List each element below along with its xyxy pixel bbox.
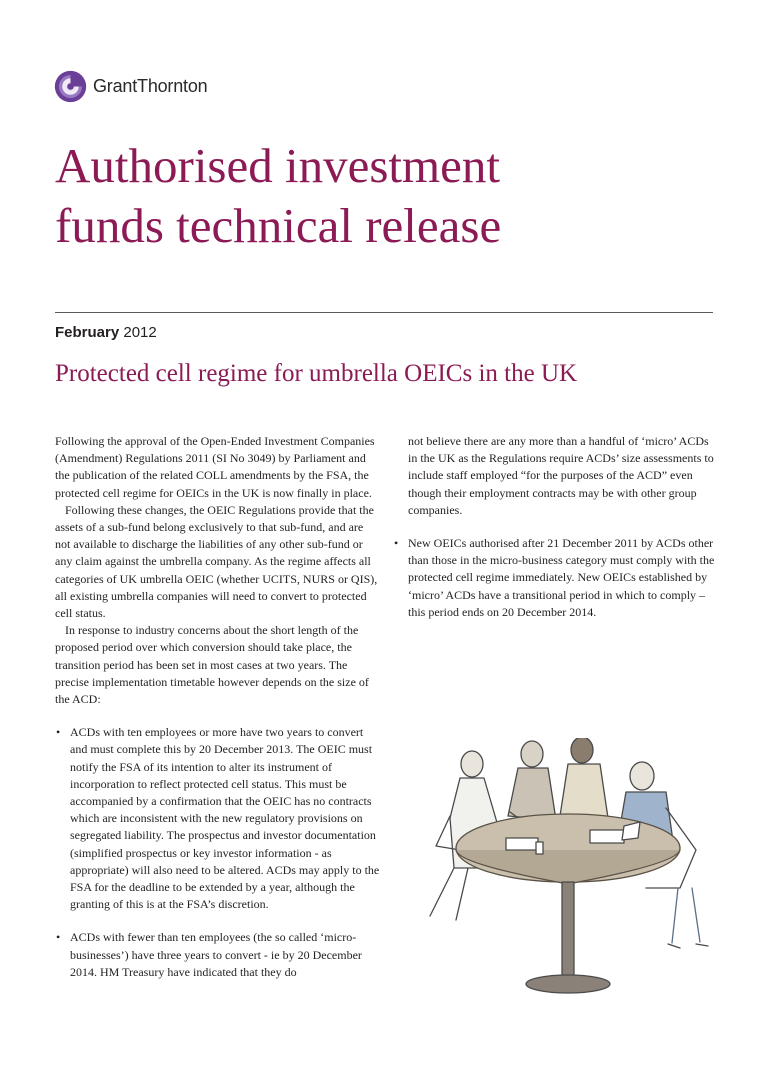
logo-wordmark: GrantThornton (93, 76, 208, 96)
bullet-icon: • (56, 930, 61, 945)
person-center (560, 738, 608, 818)
article-subtitle: Protected cell regime for umbrella OEICs in the UK (55, 360, 578, 387)
bullet-text: ACDs with ten employees or more have two years to convert and must complete this by 20 December 2013. The OEIC must notify the FSA of its intention to alter its instrument of incorporation to reflect protected cell status. This must be accompanied by a confirmation that the OEIC has no contracts which are inconsistent with the new regulatory provisions on segregated liability. The prospectus and investor documentation (simplified prospectus or key investor information - as appropriate) will also need to be altered. ACDs may apply to the FSA for the deadline to be extended by a year, although the granting of this is at the FSA’s discretion. (70, 725, 380, 912)
paragraph-regulations: Following these changes, the OEIC Regulations provide that the assets of a sub-fund belong exclusively to that sub-fund, and are not available to discharge the liabilities of any other sub-fund or any claim against the umbrella company. As the regime affects all categories of UK umbrella OEIC (whether UCITS, NURS or QIS), all existing umbrella companies will need to convert to protected cell status. (55, 502, 378, 621)
round-table (456, 814, 680, 993)
date-month: February (55, 324, 120, 341)
right-column (393, 433, 718, 621)
bullet-icon: • (394, 536, 399, 551)
bullet-item-micro-acds (55, 929, 381, 981)
bullet-text: not believe there are any more than a handful of ‘micro’ ACDs in the UK as the Regulations require ACDs’ size assessments to include staff employed “for the purposes of the ACD” even though their employment contracts may be with other group companies. (408, 434, 714, 517)
date-year: 2012 (123, 324, 157, 341)
meeting-illustration (410, 738, 720, 1013)
title-line-2: funds technical release (55, 198, 502, 253)
bullet-icon: • (56, 725, 61, 740)
left-column (55, 433, 381, 981)
paragraph-intro: Following the approval of the Open-Ended Investment Companies (Amendment) Regulations 2011 (SI No 3049) by Parliament and the publication of the related COLL amendments by the FSA, the protected cell regime for OEICs in the UK is now finally in place. (55, 434, 375, 500)
bullet-continuation-micro-acds (393, 433, 718, 519)
grant-thornton-logo (54, 70, 207, 103)
bullet-item-new-oeics (393, 535, 718, 621)
paragraph-transition: In response to industry concerns about the short length of the proposed period over which conversion should take place, the transition period has been set in most cases at two years. The precise implementation timetable however depends on the size of the ACD: (55, 623, 369, 707)
header-divider (55, 312, 713, 313)
bullet-text: New OEICs authorised after 21 December 2011 by ACDs other than those in the micro-business category must comply with the protected cell regime immediately. New OEICs established by ‘micro’ ACDs have a transitional period in which to comply – this period ends on 20 December 2014. (408, 536, 715, 619)
title-line-1: Authorised investment (55, 138, 501, 193)
page-title (55, 136, 735, 256)
bullet-text: ACDs with fewer than ten employees (the so called ‘micro-businesses’) have three years to convert - ie by 20 December 2014. HM Treasury have indicated that they do (70, 930, 362, 979)
grant-thornton-logo-icon (54, 70, 87, 103)
bullet-item-large-acds (55, 724, 381, 913)
publication-date (55, 324, 157, 341)
